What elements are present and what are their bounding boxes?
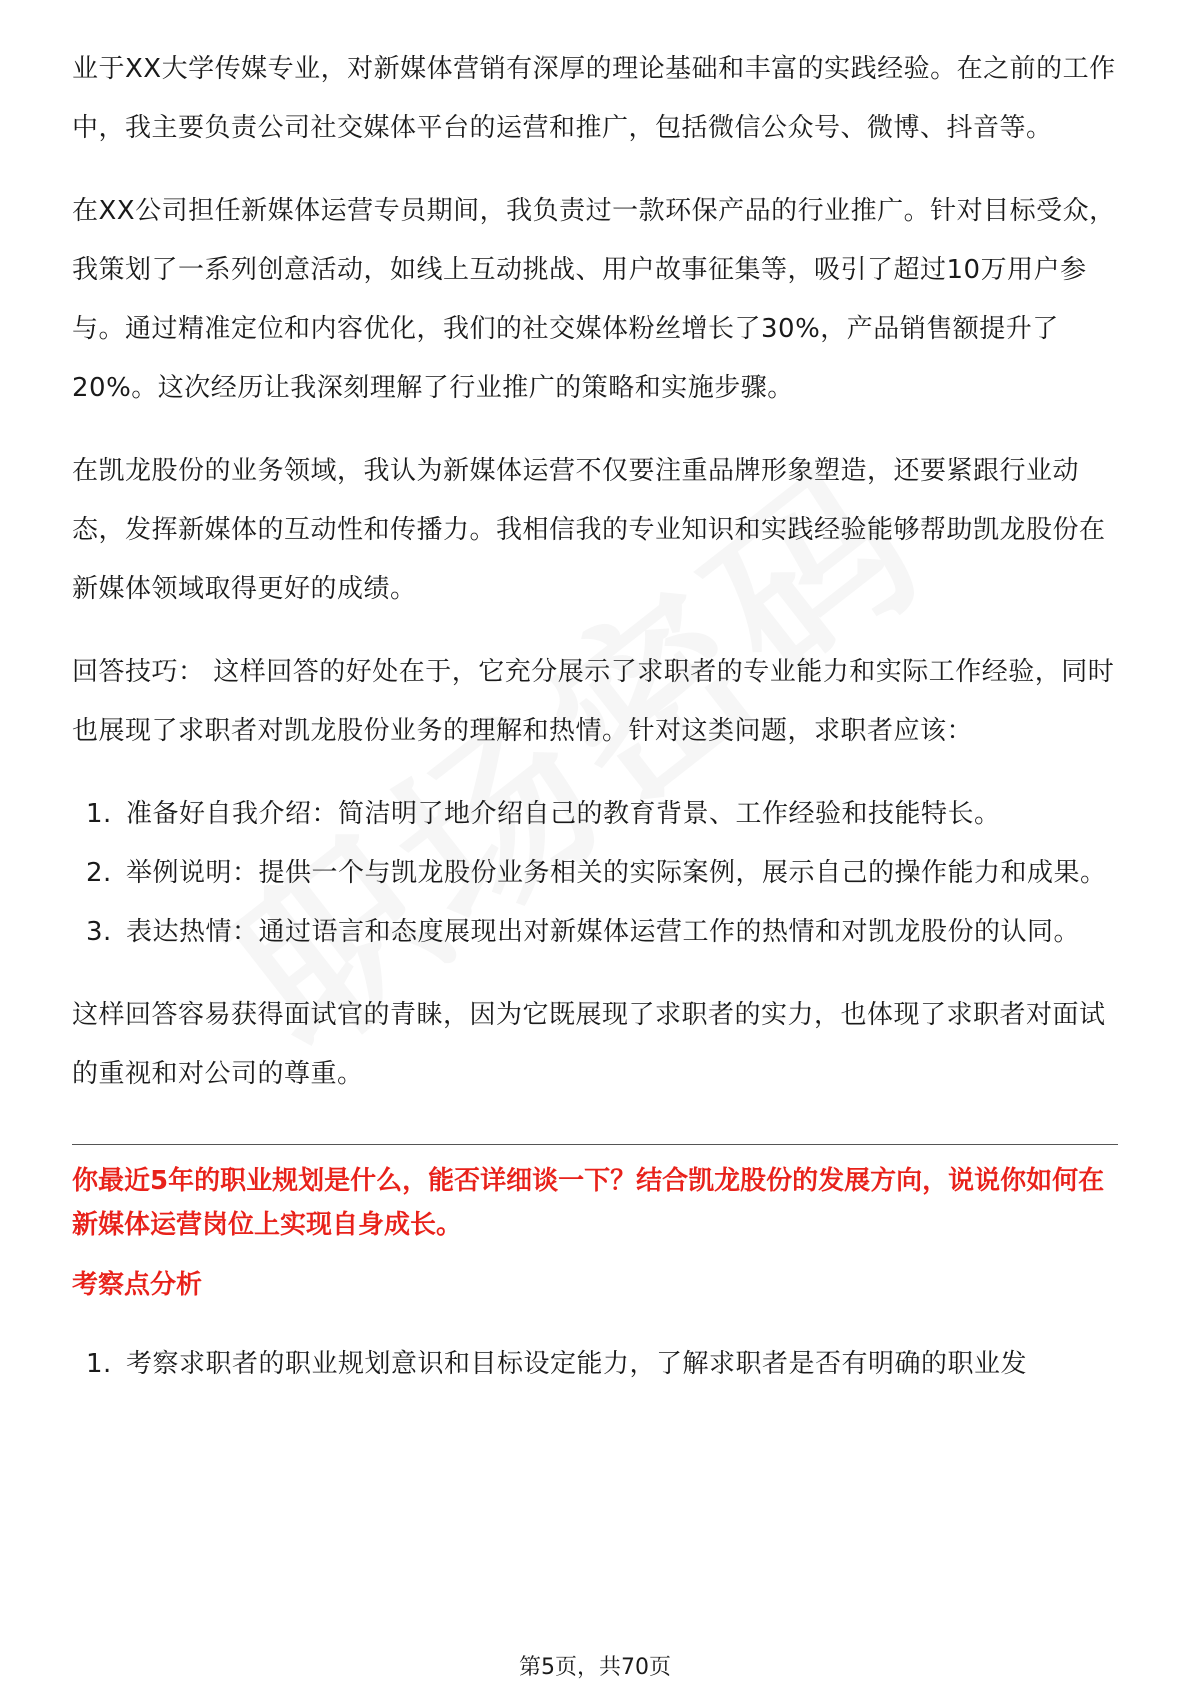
list-item-text: 表达热情：通过语言和态度展现出对新媒体运营工作的热情和对凯龙股份的认同。 bbox=[126, 917, 1081, 947]
list-item bbox=[72, 785, 1118, 844]
document-page bbox=[72, 40, 1118, 1418]
section-divider bbox=[72, 1144, 1118, 1145]
list-item-text: 举例说明：提供一个与凯龙股份业务相关的实际案例，展示自己的操作能力和成果。 bbox=[126, 858, 1107, 888]
paragraph-vision: 在凯龙股份的业务领域，我认为新媒体运营不仅要注重品牌形象塑造，还要紧跟行业动态，发挥新媒体的互动性和传播力。我相信我的专业知识和实践经验能够帮助凯龙股份在新媒体领域取得更好的成绩。 bbox=[72, 456, 1106, 604]
list-item-number: 3. bbox=[86, 917, 112, 947]
tips-list bbox=[72, 785, 1118, 962]
analysis-list bbox=[72, 1335, 1118, 1394]
list-item-number: 1. bbox=[86, 799, 112, 829]
list-item bbox=[72, 903, 1118, 962]
paragraph-background: 业于XX大学传媒专业，对新媒体营销有深厚的理论基础和丰富的实践经验。在之前的工作中，我主要负责公司社交媒体平台的运营和推广，包括微信公众号、微博、抖音等。 bbox=[72, 54, 1116, 143]
list-item bbox=[72, 844, 1118, 903]
list-item-number: 2. bbox=[86, 858, 112, 888]
list-item bbox=[72, 1335, 1118, 1394]
paragraph-answer-tips: 回答技巧： 这样回答的好处在于，它充分展示了求职者的专业能力和实际工作经验，同时也展现了求职者对凯龙股份业务的理解和热情。针对这类问题，求职者应该： bbox=[72, 657, 1115, 746]
analysis-heading: 考察点分析 bbox=[72, 1270, 203, 1300]
page-number-footer: 第5页，共70页 bbox=[519, 1655, 671, 1680]
paragraph-experience: 在XX公司担任新媒体运营专员期间，我负责过一款环保产品的行业推广。针对目标受众，我策划了一系列创意活动，如线上互动挑战、用户故事征集等，吸引了超过10万用户参与。通过精准定位和内容优化，我们的社交媒体粉丝增长了30%，产品销售额提升了20%。这次经历让我深刻理解了行业推广的策略和实施步骤。 bbox=[72, 196, 1116, 403]
paragraph-conclusion: 这样回答容易获得面试官的青睐，因为它既展现了求职者的实力，也体现了求职者对面试的重视和对公司的尊重。 bbox=[72, 1000, 1106, 1089]
interview-question: 你最近5年的职业规划是什么，能否详细谈一下？结合凯龙股份的发展方向，说说你如何在新媒体运营岗位上实现自身成长。 bbox=[72, 1166, 1105, 1240]
list-item-text: 考察求职者的职业规划意识和目标设定能力，了解求职者是否有明确的职业发 bbox=[126, 1349, 1028, 1379]
list-item-text: 准备好自我介绍：简洁明了地介绍自己的教育背景、工作经验和技能特长。 bbox=[126, 799, 1001, 829]
list-item-number: 1. bbox=[86, 1349, 112, 1379]
